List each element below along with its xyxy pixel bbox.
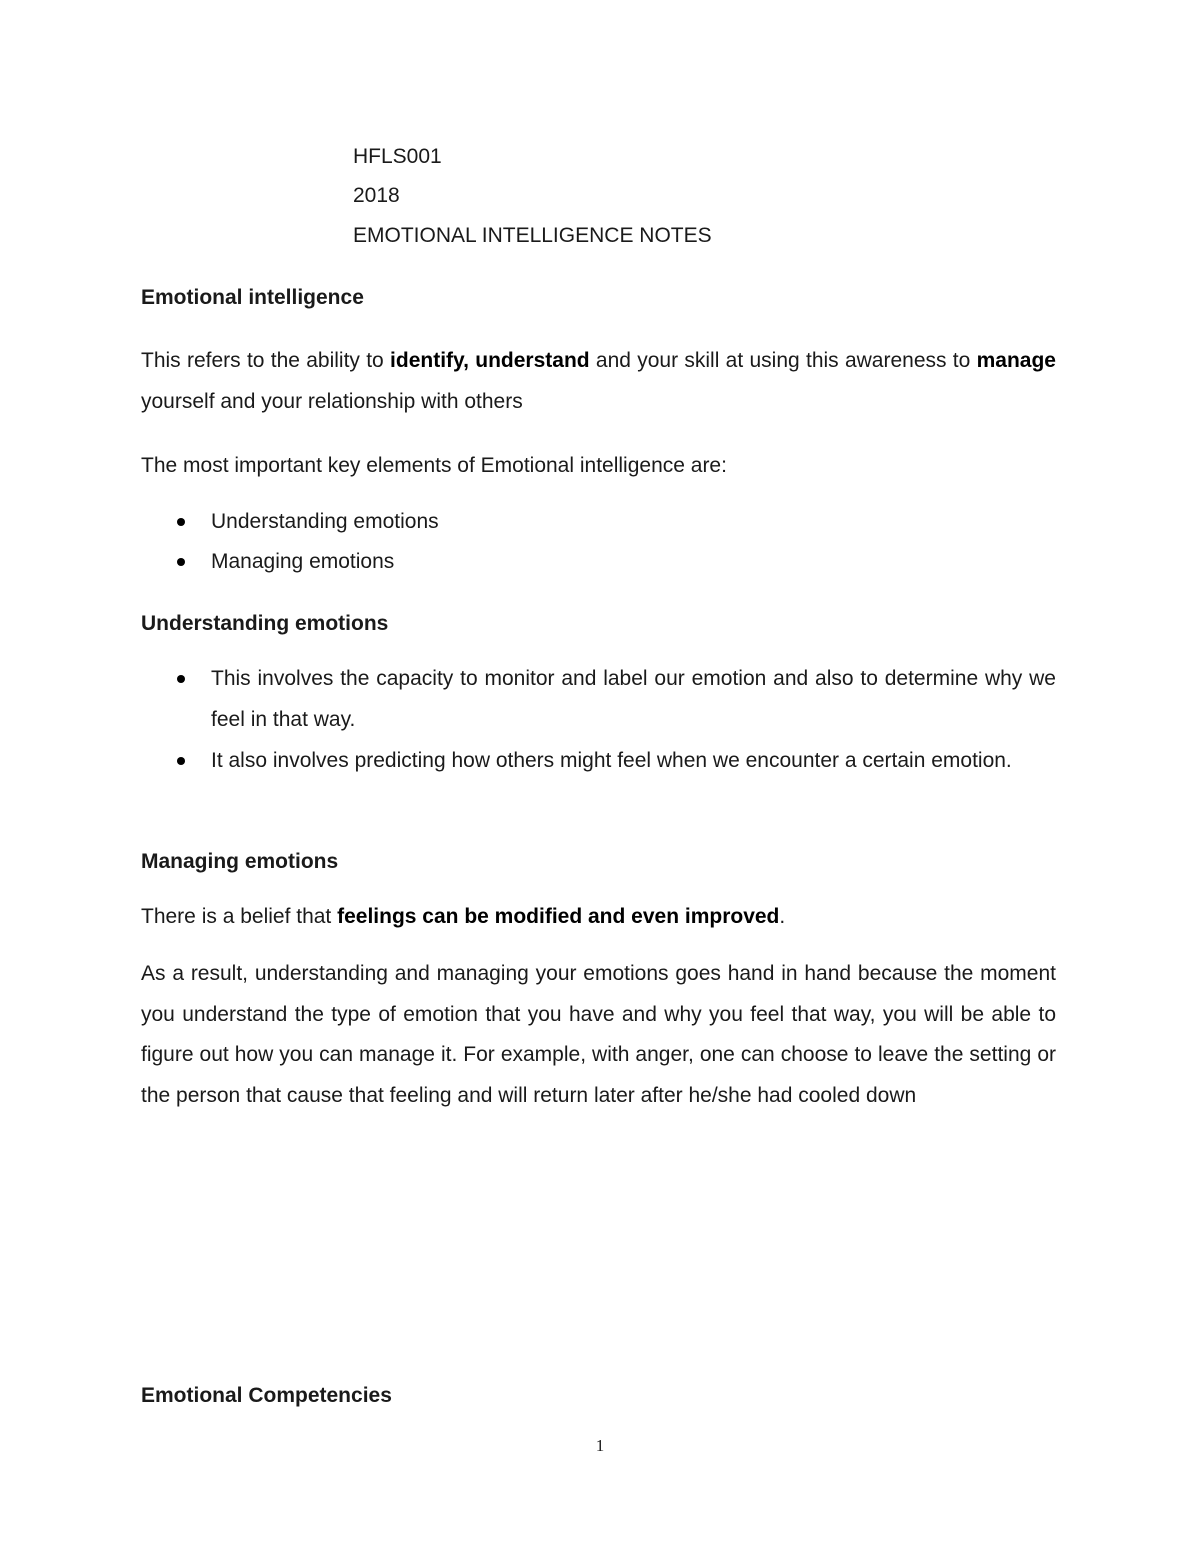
ei-definition-bold1: identify, understand: [390, 349, 590, 372]
managing-result: As a result, understanding and managing your emotions goes hand in hand because the moment you understand the type of emotion that you have and why you feel that way, you will be able to figure out how you can manage it. For example, with anger, one can choose to leave the setting or the person that cause that feeling and will return later after he/she had cooled down: [141, 962, 1056, 1107]
ei-intro: The most important key elements of Emotional intelligence are:: [141, 454, 727, 477]
bullet-icon: [177, 558, 185, 566]
managing-belief: [141, 897, 1056, 938]
bullet-icon: [177, 518, 185, 526]
list-item: It also involves predicting how others might feel when we encounter a certain emotion.: [211, 749, 1012, 772]
list-item: Understanding emotions: [211, 510, 439, 533]
ei-definition-part1: This refers to the ability to: [141, 349, 391, 372]
ei-definition: [141, 341, 1056, 422]
heading-emotional-intelligence: Emotional intelligence: [141, 286, 364, 309]
managing-belief-bold: feelings can be modified and even improved: [337, 905, 780, 928]
managing-belief-part1: There is a belief that: [141, 905, 338, 928]
bullet-icon: [177, 675, 185, 683]
list-item: This involves the capacity to monitor and label our emotion and also to determine why we feel in that way.: [211, 667, 1056, 731]
heading-emotional-competencies: Emotional Competencies: [141, 1384, 392, 1407]
ei-definition-bold2: manage: [976, 349, 1056, 372]
ei-definition-part2: and your skill at using this awareness to: [589, 349, 977, 372]
heading-understanding-emotions: Understanding emotions: [141, 612, 389, 635]
managing-belief-part2: .: [779, 905, 786, 928]
year: 2018: [353, 184, 400, 207]
document-title: EMOTIONAL INTELLIGENCE NOTES: [353, 224, 712, 247]
ei-definition-part3: yourself and your relationship with others: [141, 389, 523, 413]
course-code: HFLS001: [353, 145, 442, 168]
bullet-icon: [177, 757, 185, 765]
page-number: 1: [595, 1436, 605, 1455]
list-item: Managing emotions: [211, 550, 395, 573]
heading-managing-emotions: Managing emotions: [141, 850, 339, 873]
